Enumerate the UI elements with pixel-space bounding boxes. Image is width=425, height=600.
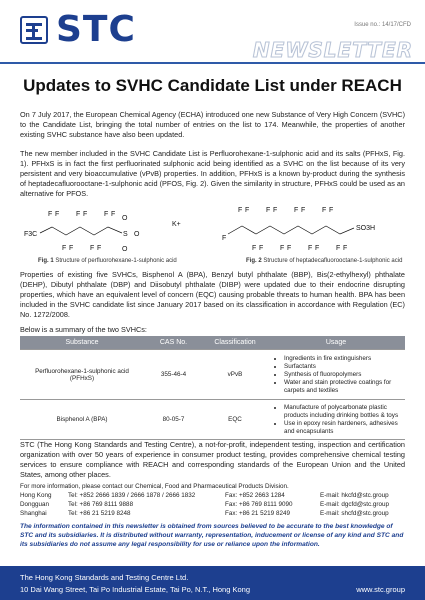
footer bbox=[0, 566, 425, 600]
fluorine-atoms bbox=[48, 211, 115, 252]
table-row bbox=[20, 400, 405, 440]
footer-address: 10 Dai Wang Street, Tai Po Industrial Estate, Tai Po, N.T., Hong Kong bbox=[20, 585, 250, 594]
svg-text:F: F bbox=[97, 245, 102, 252]
potassium-label: K+ bbox=[172, 221, 181, 228]
intro-paragraph: On 7 July 2017, the European Chemical Agency (ECHA) introduced one new Substance of Very High Concern (SVHC) to the Candidate List, bringing the total number of entries on the list to 174. Meanwhile, the properties of another existing SVHC substance have also been updated. bbox=[20, 110, 405, 139]
figure-2-caption: Fig. 2 Structure of heptadecafluorooctane-1-sulphonic acid bbox=[246, 258, 403, 264]
office-row bbox=[20, 500, 405, 509]
office-fax: Fax: +86 21 5219 8249 bbox=[225, 510, 290, 517]
classification-cell: EQC bbox=[203, 400, 267, 440]
oxygen-label: O bbox=[122, 246, 128, 253]
column-header: Usage bbox=[267, 336, 405, 350]
cas-cell: 355-46-4 bbox=[144, 350, 203, 400]
usage-item: • Water and stain protective coatings for carpets and textiles bbox=[284, 379, 402, 395]
svg-text:F: F bbox=[280, 245, 285, 252]
column-header: Classification bbox=[203, 336, 267, 350]
footer-company: The Hong Kong Standards and Testing Centre Ltd. bbox=[20, 573, 189, 582]
svg-text:F: F bbox=[76, 211, 81, 218]
office-city: Shanghai bbox=[20, 510, 47, 517]
svg-text:F: F bbox=[287, 245, 292, 252]
figure-2-structure bbox=[222, 200, 412, 256]
figure-1-structure bbox=[22, 206, 222, 256]
office-tel: Tel: +86 21 5219 8248 bbox=[68, 510, 131, 517]
svg-text:F: F bbox=[259, 245, 264, 252]
contact-intro: For more information, please contact our Chemical, Food and Pharmaceutical Products Division. bbox=[20, 483, 289, 490]
so3h-label: SO3H bbox=[356, 225, 376, 232]
logo-text: STC bbox=[56, 9, 136, 50]
issue-number: Issue no.: 14/17/CFD bbox=[354, 22, 411, 28]
footer-website-link[interactable]: www.stc.group bbox=[356, 585, 405, 594]
cas-cell: 80-05-7 bbox=[144, 400, 203, 440]
svg-text:F: F bbox=[222, 235, 227, 242]
office-email[interactable]: E-mail: hkcfd@stc.group bbox=[320, 492, 389, 499]
svg-text:F: F bbox=[55, 211, 60, 218]
office-tel: Tel: +852 2666 1839 / 2666 1878 / 2666 1832 bbox=[68, 492, 196, 499]
sulfur-label: S bbox=[123, 231, 128, 238]
office-fax: Fax: +852 2663 1284 bbox=[225, 492, 285, 499]
f3c-label: F3C bbox=[24, 231, 38, 238]
usage-item: • Synthesis of fluoropolymers bbox=[284, 371, 402, 379]
oxygen-label: O bbox=[134, 231, 140, 238]
page-title: Updates to SVHC Candidate List under REACH bbox=[23, 76, 402, 95]
header-divider bbox=[0, 62, 425, 64]
svg-text:F: F bbox=[69, 245, 74, 252]
svg-text:F: F bbox=[62, 245, 67, 252]
office-fax: Fax: +86 769 8111 9090 bbox=[225, 501, 293, 508]
svg-text:F: F bbox=[111, 211, 116, 218]
usage-item: • Surfactants bbox=[284, 363, 402, 371]
substance-cell: Bisphenol A (BPA) bbox=[20, 400, 144, 440]
svg-text:F: F bbox=[252, 245, 257, 252]
office-city: Dongguan bbox=[20, 501, 50, 508]
table-row bbox=[20, 350, 405, 400]
table-header-row bbox=[20, 336, 405, 350]
summary-intro: Below is a summary of the two SVHCs: bbox=[20, 325, 147, 334]
column-header: Substance bbox=[20, 336, 144, 350]
svg-text:F: F bbox=[238, 207, 243, 214]
office-row bbox=[20, 491, 405, 500]
usage-item: • Ingredients in fire extinguishers bbox=[284, 355, 402, 363]
office-email[interactable]: E-mail: dgcfd@stc.group bbox=[320, 501, 390, 508]
substance-cell: Perfluorohexane-1-sulphonic acid (PFHxS) bbox=[20, 350, 144, 400]
svg-text:F: F bbox=[336, 245, 341, 252]
svg-text:F: F bbox=[273, 207, 278, 214]
column-header: CAS No. bbox=[144, 336, 203, 350]
svg-text:F: F bbox=[315, 245, 320, 252]
svg-text:F: F bbox=[308, 245, 313, 252]
header bbox=[0, 0, 425, 88]
classification-cell: vPvB bbox=[203, 350, 267, 400]
stc-paragraph: STC (The Hong Kong Standards and Testing Centre), a not-for-profit, independent testing, inspection and certification organization with over 50 years of experience in consumer product testing, provides comprehensive chemical testing services to ensure compliance with REACH and corresponding standards of the European Union and the United States, among other places. bbox=[20, 440, 405, 479]
office-email[interactable]: E-mail: shcfd@stc.group bbox=[320, 510, 389, 517]
svg-text:F: F bbox=[329, 207, 334, 214]
svg-text:F: F bbox=[301, 207, 306, 214]
stc-logo-icon bbox=[20, 16, 48, 44]
usage-cell bbox=[267, 350, 405, 400]
svg-text:F: F bbox=[266, 207, 271, 214]
svg-text:F: F bbox=[343, 245, 348, 252]
office-tel: Tel: +86 769 8111 9888 bbox=[68, 501, 134, 508]
svg-text:F: F bbox=[322, 207, 327, 214]
svg-text:F: F bbox=[294, 207, 299, 214]
newsletter-label: NEWSLETTER bbox=[252, 38, 413, 62]
pfhxs-paragraph: The new member included in the SVHC Candidate List is Perfluorohexane-1-sulphonic acid and its salts (PFHxS, Fig. 1). PFHxS is in fact the first perfluorinated sulphonic acid being identified as a SVHC on the list because of its very persistent and very bioaccumulative (vPvB) properties. In addition, PFHxS is a known by-product during the synthesis of heptadecafluorooctane-1-sulphonic acid (PFOS, Fig. 2). Given the similarity in structure, PFHxS could be used as an alternative for PFOS. bbox=[20, 149, 405, 198]
oxygen-label: O bbox=[122, 215, 128, 222]
usage-item: • Use in epoxy resin hardeners, adhesives and encapsulants bbox=[284, 420, 402, 436]
usage-item: • Manufacture of polycarbonate plastic products including drinking bottles & toys bbox=[284, 404, 402, 420]
svhc-summary-table bbox=[20, 336, 405, 440]
svg-text:F: F bbox=[83, 211, 88, 218]
disclaimer: The information contained in this newsletter is obtained from sources believed to be accurate to the best knowledge of STC and its subsidiaries. It is distributed without warranty, representation, inducement or license of any kind and STC and its subsidiaries do not assume any legal responsibility for use or reliance upon the information. bbox=[20, 523, 404, 548]
contact-section bbox=[20, 482, 405, 518]
fluorine-atoms bbox=[222, 207, 347, 252]
bpa-paragraph: Properties of existing five SVHCs, Bisphenol A (BPA), Benzyl butyl phthalate (BBP), Bis(2-ethylhexyl) phthalate (DEHP), Dibutyl phthalate (DBP) and Diisobutyl phthalate (DIBP) were updated due to their endocrine disrupting properties, which have an equivalent level of concern (EQC) causing probable threats to human health. BPA has been included in the SVHC candidate list since January 2017 based on its classification in accordance with Regulation (EC) No. 1272/2008. bbox=[20, 270, 405, 319]
usage-cell bbox=[267, 400, 405, 440]
svg-text:F: F bbox=[104, 211, 109, 218]
svg-text:F: F bbox=[90, 245, 95, 252]
svg-text:F: F bbox=[48, 211, 53, 218]
figure-1-caption: Fig. 1 Structure of perfluorohexane-1-sulphonic acid bbox=[38, 258, 177, 264]
office-row bbox=[20, 509, 405, 518]
office-city: Hong Kong bbox=[20, 492, 52, 499]
svg-text:F: F bbox=[245, 207, 250, 214]
